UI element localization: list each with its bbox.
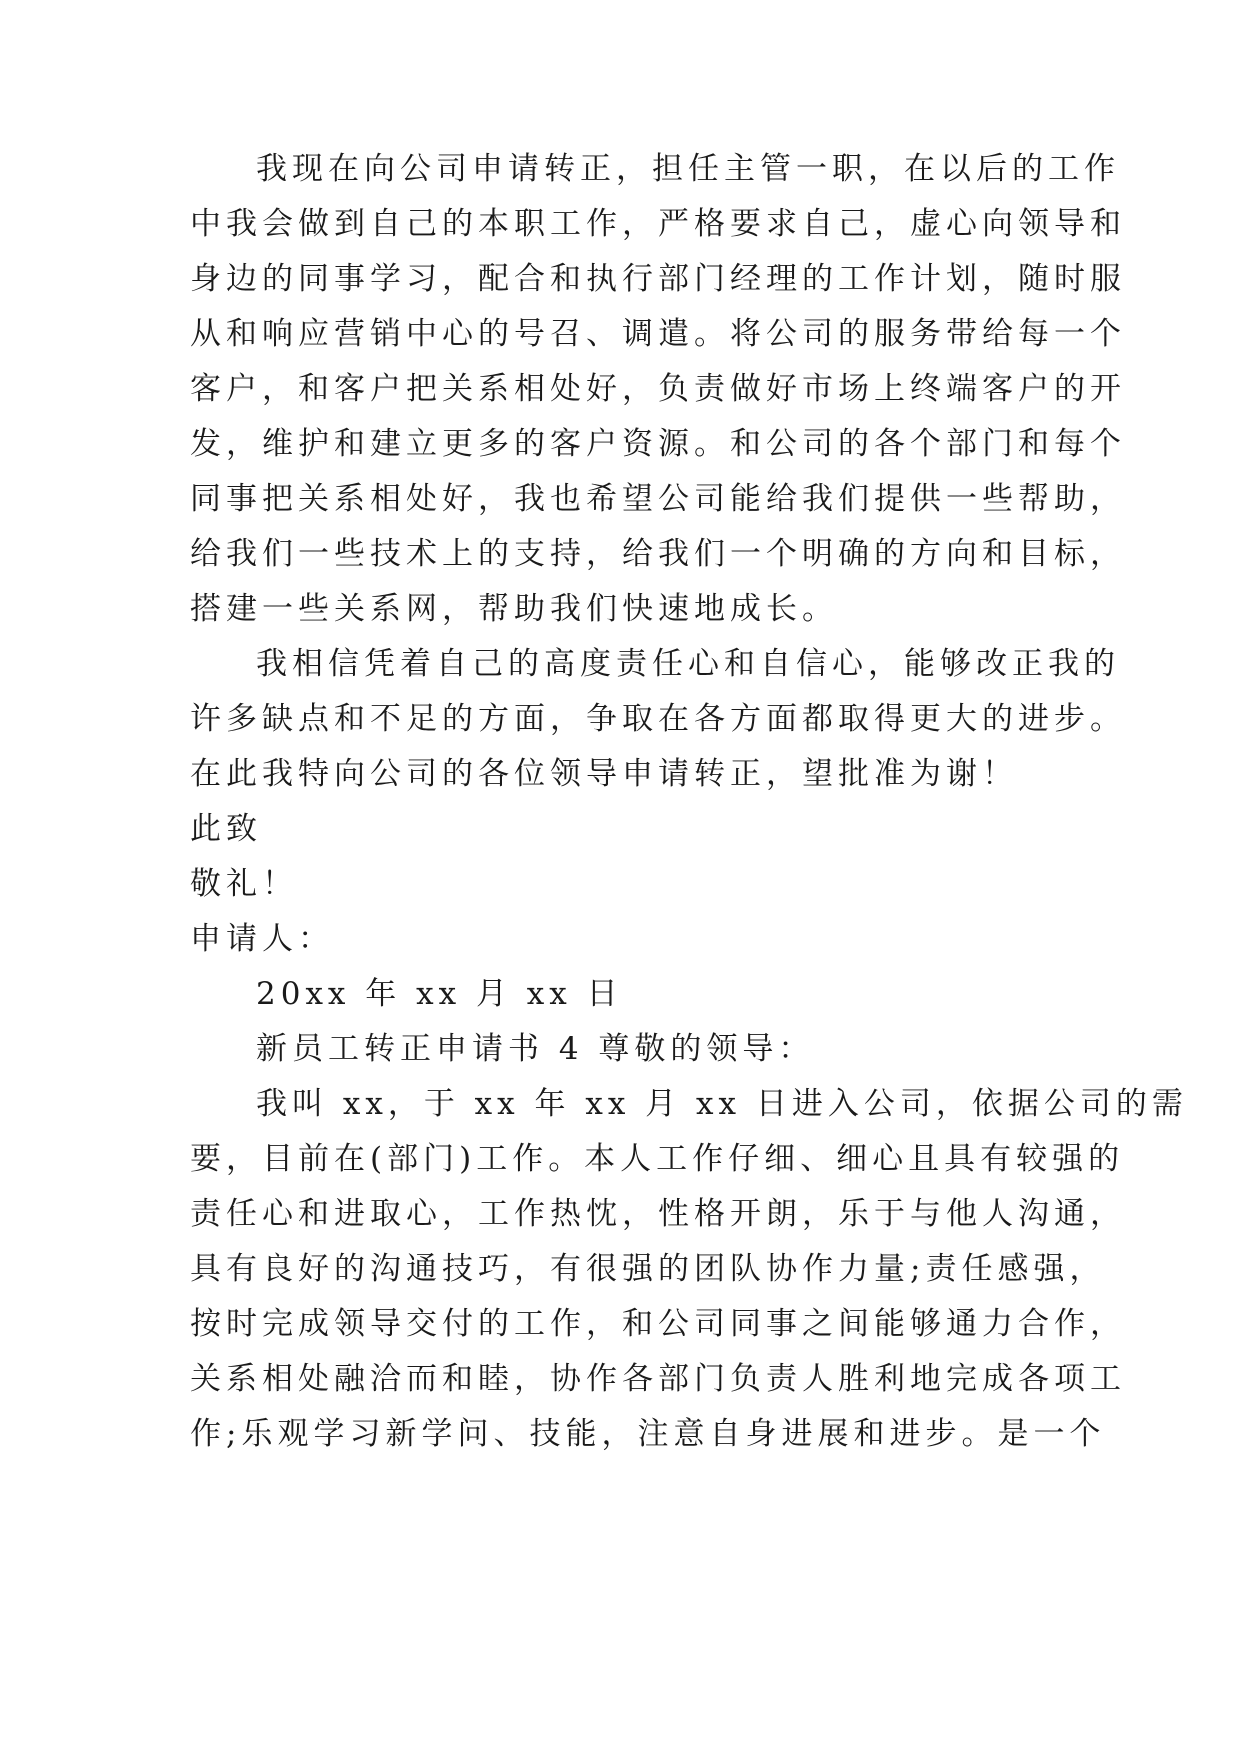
paragraph-line: 具有良好的沟通技巧，有很强的团队协作力量;责任感强，: [190, 1251, 1106, 1287]
paragraph-line: 身边的同事学习，配合和执行部门经理的工作计划，随时服: [190, 261, 1126, 297]
paragraph-line: 按时完成领导交付的工作，和公司同事之间能够通力合作，: [190, 1306, 1126, 1342]
paragraph-line: 发，维护和建立更多的客户资源。和公司的各个部门和每个: [190, 426, 1126, 462]
salutation-line: 敬礼！: [190, 866, 298, 902]
paragraph-line: 在此我特向公司的各位领导申请转正，望批准为谢！: [190, 756, 1018, 792]
section-heading: 新员工转正申请书 4 尊敬的领导：: [256, 1031, 815, 1067]
paragraph-line: 客户，和客户把关系相处好，负责做好市场上终端客户的开: [190, 371, 1126, 407]
paragraph-line: 要，目前在(部门)工作。本人工作仔细、细心且具有较强的: [190, 1141, 1125, 1177]
paragraph-line: 关系相处融洽而和睦，协作各部门负责人胜利地完成各项工: [190, 1361, 1126, 1397]
closing-line: 此致: [190, 811, 262, 847]
date-line: 20xx 年 xx 月 xx 日: [256, 976, 623, 1012]
paragraph-line: 同事把关系相处好，我也希望公司能给我们提供一些帮助，: [190, 481, 1126, 517]
paragraph-line: 中我会做到自己的本职工作，严格要求自己，虚心向领导和: [190, 206, 1126, 242]
applicant-label: 申请人：: [190, 921, 334, 957]
paragraph-line: 给我们一些技术上的支持，给我们一个明确的方向和目标，: [190, 536, 1126, 572]
paragraph-line: 搭建一些关系网，帮助我们快速地成长。: [190, 591, 838, 627]
paragraph-line: 作;乐观学习新学问、技能，注意自身进展和进步。是一个: [190, 1416, 1106, 1452]
paragraph-line: 我现在向公司申请转正，担任主管一职，在以后的工作: [256, 151, 1120, 187]
paragraph-line: 从和响应营销中心的号召、调遣。将公司的服务带给每一个: [190, 316, 1126, 352]
paragraph-line: 我叫 xx，于 xx 年 xx 月 xx 日进入公司，依据公司的需: [256, 1086, 1188, 1122]
paragraph-line: 许多缺点和不足的方面，争取在各方面都取得更大的进步。: [190, 701, 1126, 737]
paragraph-line: 我相信凭着自己的高度责任心和自信心，能够改正我的: [256, 646, 1120, 682]
paragraph-line: 责任心和进取心，工作热忱，性格开朗，乐于与他人沟通，: [190, 1196, 1126, 1232]
